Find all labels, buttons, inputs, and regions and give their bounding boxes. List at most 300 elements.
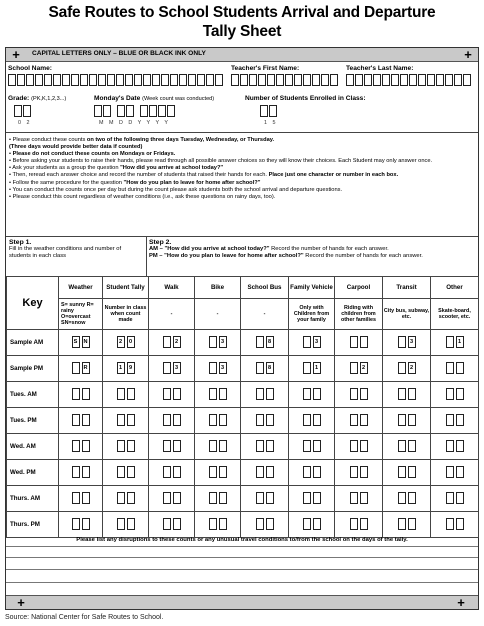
- entry-box[interactable]: 1: [117, 362, 125, 374]
- table-row: [7, 434, 479, 460]
- tally-cell-walk: [149, 330, 195, 356]
- character-box[interactable]: [409, 74, 417, 86]
- entry-box[interactable]: [446, 362, 454, 374]
- character-box[interactable]: [312, 74, 320, 86]
- tally-cell-transit: [383, 460, 431, 486]
- caps-instruction-bar: [6, 48, 478, 62]
- entry-box[interactable]: [72, 440, 80, 452]
- character-box[interactable]: [14, 105, 22, 117]
- character-box[interactable]: [303, 74, 311, 86]
- steps-section: [6, 236, 478, 276]
- entry-box[interactable]: [209, 336, 217, 348]
- tally-cell-carpool: [335, 434, 383, 460]
- step-1: [9, 239, 144, 260]
- entry-box[interactable]: R: [82, 362, 90, 374]
- tally-cell-weather: [59, 382, 103, 408]
- tally-cell-family: [289, 408, 335, 434]
- column-subheader: Number in class when count made: [103, 299, 149, 330]
- character-box[interactable]: [269, 105, 277, 117]
- entry-box[interactable]: 3: [408, 336, 416, 348]
- entry-box[interactable]: [408, 466, 416, 478]
- entry-box[interactable]: [209, 414, 217, 426]
- entry-box[interactable]: [446, 518, 454, 530]
- row-label: Wed. AM: [7, 434, 59, 460]
- character-box[interactable]: [126, 105, 134, 117]
- entry-box[interactable]: [117, 414, 125, 426]
- character-box[interactable]: [107, 74, 115, 86]
- entry-box[interactable]: [350, 414, 358, 426]
- instruction-item: • Please do not conduct these counts on Mondays or Fridays.: [9, 151, 176, 158]
- entry-box[interactable]: [209, 362, 217, 374]
- teacher-first-name-field[interactable]: [231, 74, 339, 86]
- column-header: School Bus: [241, 277, 289, 299]
- entry-box[interactable]: [219, 466, 227, 478]
- title-line-1: Safe Routes to School Students Arrival and Departure: [48, 4, 436, 21]
- character-box[interactable]: [391, 74, 399, 86]
- entry-box[interactable]: [303, 466, 311, 478]
- character-box[interactable]: [436, 74, 444, 86]
- title-line-2: Tally Sheet: [202, 23, 282, 40]
- character-box[interactable]: [89, 74, 97, 86]
- column-subheader: S= sunny R= rainy O=overcast SN=snow: [59, 299, 103, 330]
- entry-box[interactable]: [446, 492, 454, 504]
- entry-box[interactable]: [408, 388, 416, 400]
- grade-example: 0 2: [18, 120, 32, 126]
- column-subheader: -: [149, 299, 195, 330]
- entry-box[interactable]: 2: [360, 362, 368, 374]
- entry-box[interactable]: [72, 388, 80, 400]
- character-box[interactable]: [62, 74, 70, 86]
- entry-box[interactable]: [313, 414, 321, 426]
- entry-box[interactable]: 3: [219, 336, 227, 348]
- character-box[interactable]: [215, 74, 223, 86]
- column-subheader: -: [241, 299, 289, 330]
- character-box[interactable]: [117, 105, 125, 117]
- entry-box[interactable]: [350, 388, 358, 400]
- entry-box[interactable]: [219, 414, 227, 426]
- column-subheader: Riding with children from other families: [335, 299, 383, 330]
- character-box[interactable]: [454, 74, 462, 86]
- entry-box[interactable]: 0: [127, 336, 135, 348]
- character-box[interactable]: [240, 74, 248, 86]
- entry-box[interactable]: [408, 492, 416, 504]
- character-box[interactable]: [260, 105, 268, 117]
- character-box[interactable]: [71, 74, 79, 86]
- entry-box[interactable]: [313, 492, 321, 504]
- entry-box[interactable]: [127, 518, 135, 530]
- entry-box[interactable]: [256, 414, 264, 426]
- step-2-pm-question: "How do you plan to leave for home after school?": [162, 253, 304, 259]
- entry-box[interactable]: [163, 388, 171, 400]
- entry-box[interactable]: [72, 518, 80, 530]
- monday-date-label: [94, 95, 214, 102]
- column-header: Bike: [195, 277, 241, 299]
- step-2-title: Step 2.: [149, 239, 172, 246]
- entry-box[interactable]: [127, 466, 135, 478]
- entry-box[interactable]: [408, 440, 416, 452]
- entry-box[interactable]: [456, 492, 464, 504]
- character-box[interactable]: [258, 74, 266, 86]
- entry-box[interactable]: [173, 414, 181, 426]
- entry-box[interactable]: [456, 362, 464, 374]
- character-box[interactable]: [53, 74, 61, 86]
- tally-cell-carpool: [335, 486, 383, 512]
- character-box[interactable]: [364, 74, 372, 86]
- entry-box[interactable]: [163, 414, 171, 426]
- entry-box[interactable]: [446, 336, 454, 348]
- entry-box[interactable]: [256, 518, 264, 530]
- entry-box[interactable]: [360, 492, 368, 504]
- instruction-item: • Follow the same procedure for the question "How do you plan to leave for home after school?": [9, 179, 261, 186]
- character-box[interactable]: [167, 105, 175, 117]
- tally-cell-tally: [103, 434, 149, 460]
- tally-cell-bike: [195, 330, 241, 356]
- instruction-item: • Please conduct these counts on two of the following three days Tuesday, Wednesday, or Thursday.: [9, 137, 275, 143]
- entry-box[interactable]: [127, 440, 135, 452]
- character-box[interactable]: [355, 74, 363, 86]
- character-box[interactable]: [23, 105, 31, 117]
- tally-cell-tally: [103, 330, 149, 356]
- entry-box[interactable]: 8: [266, 362, 274, 374]
- entry-box[interactable]: [360, 388, 368, 400]
- entry-box[interactable]: [266, 388, 274, 400]
- entry-box[interactable]: [209, 466, 217, 478]
- entry-box[interactable]: [256, 388, 264, 400]
- entry-box[interactable]: 2: [408, 362, 416, 374]
- character-box[interactable]: [170, 74, 178, 86]
- character-box[interactable]: [285, 74, 293, 86]
- entry-box[interactable]: [456, 518, 464, 530]
- tally-cell-bus: [241, 460, 289, 486]
- character-box[interactable]: [149, 105, 157, 117]
- entry-box[interactable]: [173, 388, 181, 400]
- entry-box[interactable]: [313, 440, 321, 452]
- entry-box[interactable]: [360, 466, 368, 478]
- entry-box[interactable]: [163, 440, 171, 452]
- grade-label: [8, 95, 66, 102]
- grade-field[interactable]: [14, 105, 32, 117]
- entry-box[interactable]: [256, 492, 264, 504]
- entry-box[interactable]: [219, 492, 227, 504]
- instruction-item: • Before asking your students to raise their hands, please read through all possible answer choices so they will know their choices. Each Student may only answer once.: [9, 158, 433, 165]
- entry-box[interactable]: 8: [266, 336, 274, 348]
- entry-box[interactable]: [303, 414, 311, 426]
- entry-box[interactable]: [360, 440, 368, 452]
- step-2-pm-prefix: PM –: [149, 253, 163, 259]
- entry-box[interactable]: [303, 388, 311, 400]
- registration-plus-icon: +: [457, 595, 465, 610]
- tally-cell-other: [431, 330, 479, 356]
- registration-plus-icon: +: [464, 47, 472, 62]
- step-1-title: Step 1.: [9, 239, 32, 246]
- column-header: Student Tally: [103, 277, 149, 299]
- entry-box[interactable]: [173, 440, 181, 452]
- entry-box[interactable]: [219, 388, 227, 400]
- character-box[interactable]: [179, 74, 187, 86]
- table-row: [7, 356, 479, 382]
- character-box[interactable]: [231, 74, 239, 86]
- character-box[interactable]: [158, 105, 166, 117]
- entry-box[interactable]: [256, 440, 264, 452]
- character-box[interactable]: [35, 74, 43, 86]
- entry-box[interactable]: [350, 518, 358, 530]
- source-note: Source: National Center for Safe Routes to School.: [5, 614, 164, 621]
- character-box[interactable]: [161, 74, 169, 86]
- entry-box[interactable]: [266, 466, 274, 478]
- entry-box[interactable]: [82, 492, 90, 504]
- tally-cell-family: [289, 382, 335, 408]
- entry-box[interactable]: [173, 492, 181, 504]
- entry-box[interactable]: [209, 440, 217, 452]
- tally-cell-other: [431, 382, 479, 408]
- character-box[interactable]: [116, 74, 124, 86]
- entry-box[interactable]: [303, 518, 311, 530]
- entry-box[interactable]: 3: [219, 362, 227, 374]
- step-2-am: [149, 246, 475, 253]
- entry-box[interactable]: [127, 492, 135, 504]
- character-box[interactable]: [321, 74, 329, 86]
- registration-plus-icon: +: [12, 47, 20, 62]
- entry-box[interactable]: [456, 466, 464, 478]
- character-box[interactable]: [373, 74, 381, 86]
- character-box[interactable]: [44, 74, 52, 86]
- character-box[interactable]: [330, 74, 338, 86]
- character-box[interactable]: [143, 74, 151, 86]
- entry-box[interactable]: [398, 518, 406, 530]
- tally-cell-family: [289, 486, 335, 512]
- tally-cell-bike: [195, 408, 241, 434]
- entry-box[interactable]: [303, 336, 311, 348]
- entry-box[interactable]: [82, 414, 90, 426]
- table-row: [7, 330, 479, 356]
- entry-box[interactable]: [398, 466, 406, 478]
- tally-cell-transit: [383, 356, 431, 382]
- row-label: Sample PM: [7, 356, 59, 382]
- character-box[interactable]: [445, 74, 453, 86]
- entry-box[interactable]: [266, 440, 274, 452]
- character-box[interactable]: [80, 74, 88, 86]
- teacher-last-name-label: Teacher's Last Name:: [346, 65, 414, 72]
- grade-label-text: Grade:: [8, 95, 30, 102]
- character-box[interactable]: [103, 105, 111, 117]
- entry-box[interactable]: [127, 388, 135, 400]
- entry-box[interactable]: [313, 388, 321, 400]
- step-2-am-prefix: AM –: [149, 246, 163, 252]
- entry-box[interactable]: [446, 440, 454, 452]
- entry-box[interactable]: [446, 388, 454, 400]
- entry-box[interactable]: [398, 362, 406, 374]
- tally-cell-carpool: [335, 408, 383, 434]
- character-box[interactable]: [382, 74, 390, 86]
- instruction-item: (Three days would provide better data if counted): [9, 144, 143, 151]
- entry-box[interactable]: N: [82, 336, 90, 348]
- entry-box[interactable]: [350, 466, 358, 478]
- row-label: Wed. PM: [7, 460, 59, 486]
- character-box[interactable]: [26, 74, 34, 86]
- entry-box[interactable]: [82, 440, 90, 452]
- entry-box[interactable]: [117, 492, 125, 504]
- entry-box[interactable]: [446, 466, 454, 478]
- tally-cell-bus: [241, 486, 289, 512]
- entry-box[interactable]: [360, 336, 368, 348]
- tally-cell-other: [431, 434, 479, 460]
- character-box[interactable]: [134, 74, 142, 86]
- character-box[interactable]: [267, 74, 275, 86]
- entry-box[interactable]: [446, 414, 454, 426]
- entry-box[interactable]: [303, 492, 311, 504]
- entry-box[interactable]: 3: [313, 336, 321, 348]
- entry-box[interactable]: [72, 466, 80, 478]
- row-label: Thurs. AM: [7, 486, 59, 512]
- entry-box[interactable]: 2: [117, 336, 125, 348]
- entry-box[interactable]: [163, 492, 171, 504]
- entry-box[interactable]: 3: [173, 362, 181, 374]
- character-box[interactable]: [8, 74, 16, 86]
- tally-cell-other: [431, 356, 479, 382]
- entry-box[interactable]: [398, 440, 406, 452]
- column-header: Other: [431, 277, 479, 299]
- entry-box[interactable]: [408, 414, 416, 426]
- entry-box[interactable]: [266, 518, 274, 530]
- row-label: Thurs. PM: [7, 512, 59, 538]
- entry-box[interactable]: [219, 518, 227, 530]
- tally-cell-transit: [383, 330, 431, 356]
- instructions-list: [9, 137, 475, 201]
- entry-box[interactable]: [266, 492, 274, 504]
- entry-box[interactable]: [173, 518, 181, 530]
- entry-box[interactable]: [209, 492, 217, 504]
- entry-box[interactable]: [456, 388, 464, 400]
- character-box[interactable]: [206, 74, 214, 86]
- character-box[interactable]: [294, 74, 302, 86]
- entry-box[interactable]: [350, 362, 358, 374]
- tally-cell-other: [431, 486, 479, 512]
- entry-box[interactable]: [456, 440, 464, 452]
- entry-box[interactable]: [209, 388, 217, 400]
- entry-box[interactable]: [256, 466, 264, 478]
- character-box[interactable]: [98, 74, 106, 86]
- step-2-am-tail: Record the number of hands for each answer.: [269, 246, 389, 252]
- column-subheader: Only with Children from your family: [289, 299, 335, 330]
- entry-box[interactable]: [408, 518, 416, 530]
- entry-box[interactable]: [127, 414, 135, 426]
- character-box[interactable]: [427, 74, 435, 86]
- character-box[interactable]: [463, 74, 471, 86]
- entry-box[interactable]: [398, 414, 406, 426]
- entry-box[interactable]: [163, 362, 171, 374]
- monday-date-hint: (Week count was conducted): [142, 96, 215, 102]
- character-box[interactable]: [400, 74, 408, 86]
- teacher-first-name-label: Teacher's First Name:: [231, 65, 300, 72]
- entry-box[interactable]: [313, 518, 321, 530]
- monday-date-example: M M D D Y Y Y Y: [99, 120, 170, 126]
- entry-box[interactable]: [256, 362, 264, 374]
- entry-box[interactable]: [256, 336, 264, 348]
- entry-box[interactable]: [72, 414, 80, 426]
- entry-box[interactable]: 2: [173, 336, 181, 348]
- tally-cell-walk: [149, 434, 195, 460]
- monday-date-field[interactable]: [94, 105, 176, 117]
- character-box[interactable]: [125, 74, 133, 86]
- school-name-field[interactable]: [8, 74, 224, 86]
- entry-box[interactable]: [117, 440, 125, 452]
- entry-box[interactable]: [313, 466, 321, 478]
- entry-box[interactable]: [82, 518, 90, 530]
- monday-date-label-text: Monday's Date: [94, 95, 141, 102]
- entry-box[interactable]: [117, 388, 125, 400]
- entry-box[interactable]: [173, 466, 181, 478]
- entry-box[interactable]: [350, 492, 358, 504]
- character-box[interactable]: [188, 74, 196, 86]
- tally-cell-other: [431, 408, 479, 434]
- character-box[interactable]: [140, 105, 148, 117]
- table-header-row: [7, 277, 479, 299]
- entry-box[interactable]: [82, 388, 90, 400]
- entry-box[interactable]: [117, 518, 125, 530]
- entry-box[interactable]: [398, 388, 406, 400]
- caps-note: CAPITAL LETTERS ONLY – BLUE OR BLACK INK ONLY: [32, 50, 206, 57]
- enrolled-count-field[interactable]: [260, 105, 278, 117]
- registration-plus-icon: +: [17, 595, 25, 610]
- entry-box[interactable]: [456, 414, 464, 426]
- character-box[interactable]: [17, 74, 25, 86]
- entry-box[interactable]: [350, 336, 358, 348]
- tally-cell-bike: [195, 486, 241, 512]
- entry-box[interactable]: [72, 492, 80, 504]
- entry-box[interactable]: 1: [456, 336, 464, 348]
- tally-cell-tally: [103, 460, 149, 486]
- entry-box[interactable]: [117, 466, 125, 478]
- entry-box[interactable]: [398, 336, 406, 348]
- character-box[interactable]: [346, 74, 354, 86]
- entry-box[interactable]: 9: [127, 362, 135, 374]
- entry-box[interactable]: [72, 362, 80, 374]
- table-subheader-row: [7, 299, 479, 330]
- character-box[interactable]: [152, 74, 160, 86]
- instruction-item: • Please conduct this count regardless of weather conditions (i.e., ask these questions on rainy days, too).: [9, 193, 276, 200]
- row-label: Sample AM: [7, 330, 59, 356]
- character-box[interactable]: [249, 74, 257, 86]
- entry-box[interactable]: S: [72, 336, 80, 348]
- entry-box[interactable]: [360, 414, 368, 426]
- entry-box[interactable]: [163, 518, 171, 530]
- entry-box[interactable]: [303, 440, 311, 452]
- entry-box[interactable]: [303, 362, 311, 374]
- column-header: Family Vehicle: [289, 277, 335, 299]
- tally-cell-bus: [241, 382, 289, 408]
- entry-box[interactable]: [398, 492, 406, 504]
- entry-box[interactable]: [163, 336, 171, 348]
- entry-box[interactable]: [219, 440, 227, 452]
- teacher-last-name-field[interactable]: [346, 74, 472, 86]
- character-box[interactable]: [94, 105, 102, 117]
- entry-box[interactable]: [266, 414, 274, 426]
- character-box[interactable]: [418, 74, 426, 86]
- entry-box[interactable]: [350, 440, 358, 452]
- tally-cell-bike: [195, 382, 241, 408]
- entry-box[interactable]: [360, 518, 368, 530]
- character-box[interactable]: [197, 74, 205, 86]
- entry-box[interactable]: [163, 466, 171, 478]
- tally-cell-carpool: [335, 382, 383, 408]
- tally-cell-bus: [241, 434, 289, 460]
- character-box[interactable]: [276, 74, 284, 86]
- bottom-registration-bar: [6, 595, 478, 609]
- entry-box[interactable]: 1: [313, 362, 321, 374]
- entry-box[interactable]: [209, 518, 217, 530]
- entry-box[interactable]: [82, 466, 90, 478]
- tally-cell-walk: [149, 460, 195, 486]
